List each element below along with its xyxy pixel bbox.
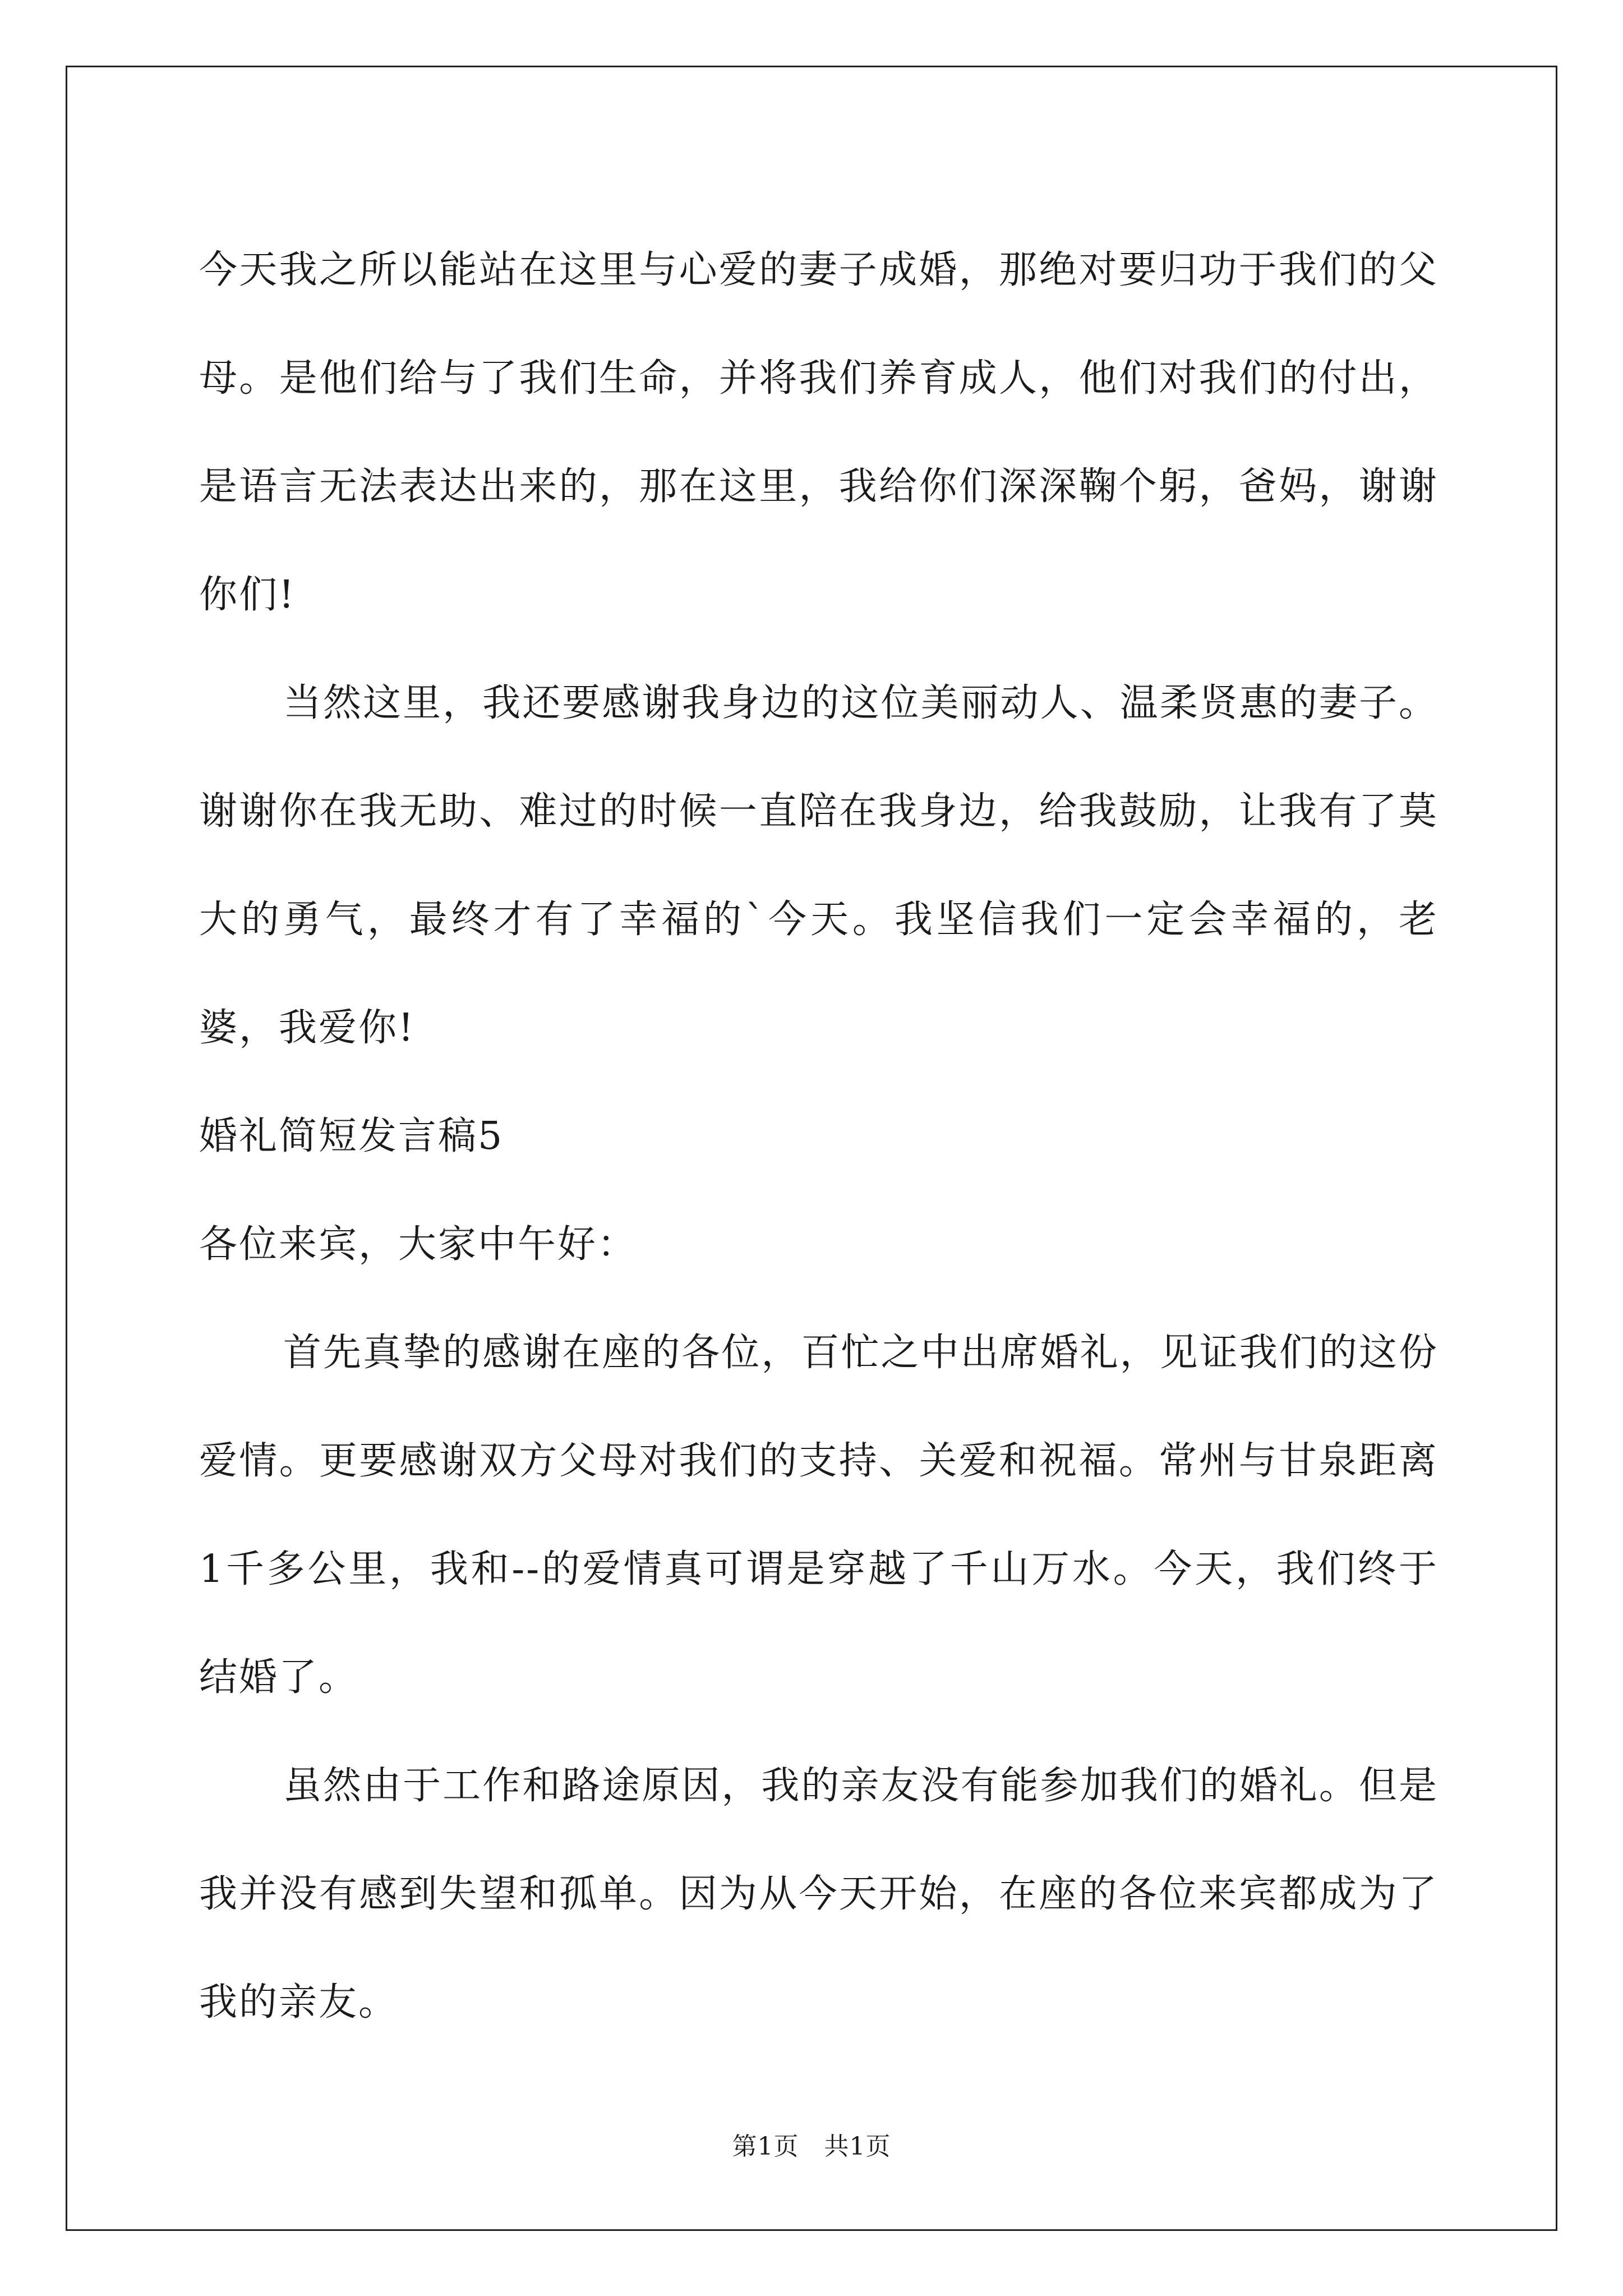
section-heading: 婚礼简短发言稿5 xyxy=(199,1114,504,1158)
page-number: 第1页 共1页 xyxy=(732,2132,891,2161)
paragraph-thanks-wife: 当然这里，我还要感谢我身边的这位美丽动人、温柔贤惠的妻子。谢谢你在我无助、难过的时候一直陪在我身边，给我鼓励，让我有了莫大的勇气，最终才有了幸福的`今天。我坚信我们一定会幸福的，老婆，我爱你! xyxy=(199,681,1438,1050)
document-body xyxy=(199,216,1438,2056)
paragraph-thanks-guests: 首先真挚的感谢在座的各位，百忙之中出席婚礼，见证我们的这份爱情。更要感谢双方父母对我们的支持、关爱和祝福。常州与甘泉距离1千多公里，我和--的爱情真可谓是穿越了千山万水。今天，我们终于结婚了。 xyxy=(199,1331,1438,1700)
paragraph-thanks-parents: 今天我之所以能站在这里与心爱的妻子成婚，那绝对要归功于我们的父母。是他们给与了我们生命，并将我们养育成人，他们对我们的付出，是语言无法表达出来的，那在这里，我给你们深深鞠个躬，爸妈，谢谢你们! xyxy=(199,248,1438,617)
paragraph-relatives: 虽然由于工作和路途原因，我的亲友没有能参加我们的婚礼。但是我并没有感到失望和孤单。因为从今天开始，在座的各位来宾都成为了我的亲友。 xyxy=(199,1764,1438,2024)
paragraph-greeting: 各位来宾，大家中午好： xyxy=(199,1222,638,1267)
